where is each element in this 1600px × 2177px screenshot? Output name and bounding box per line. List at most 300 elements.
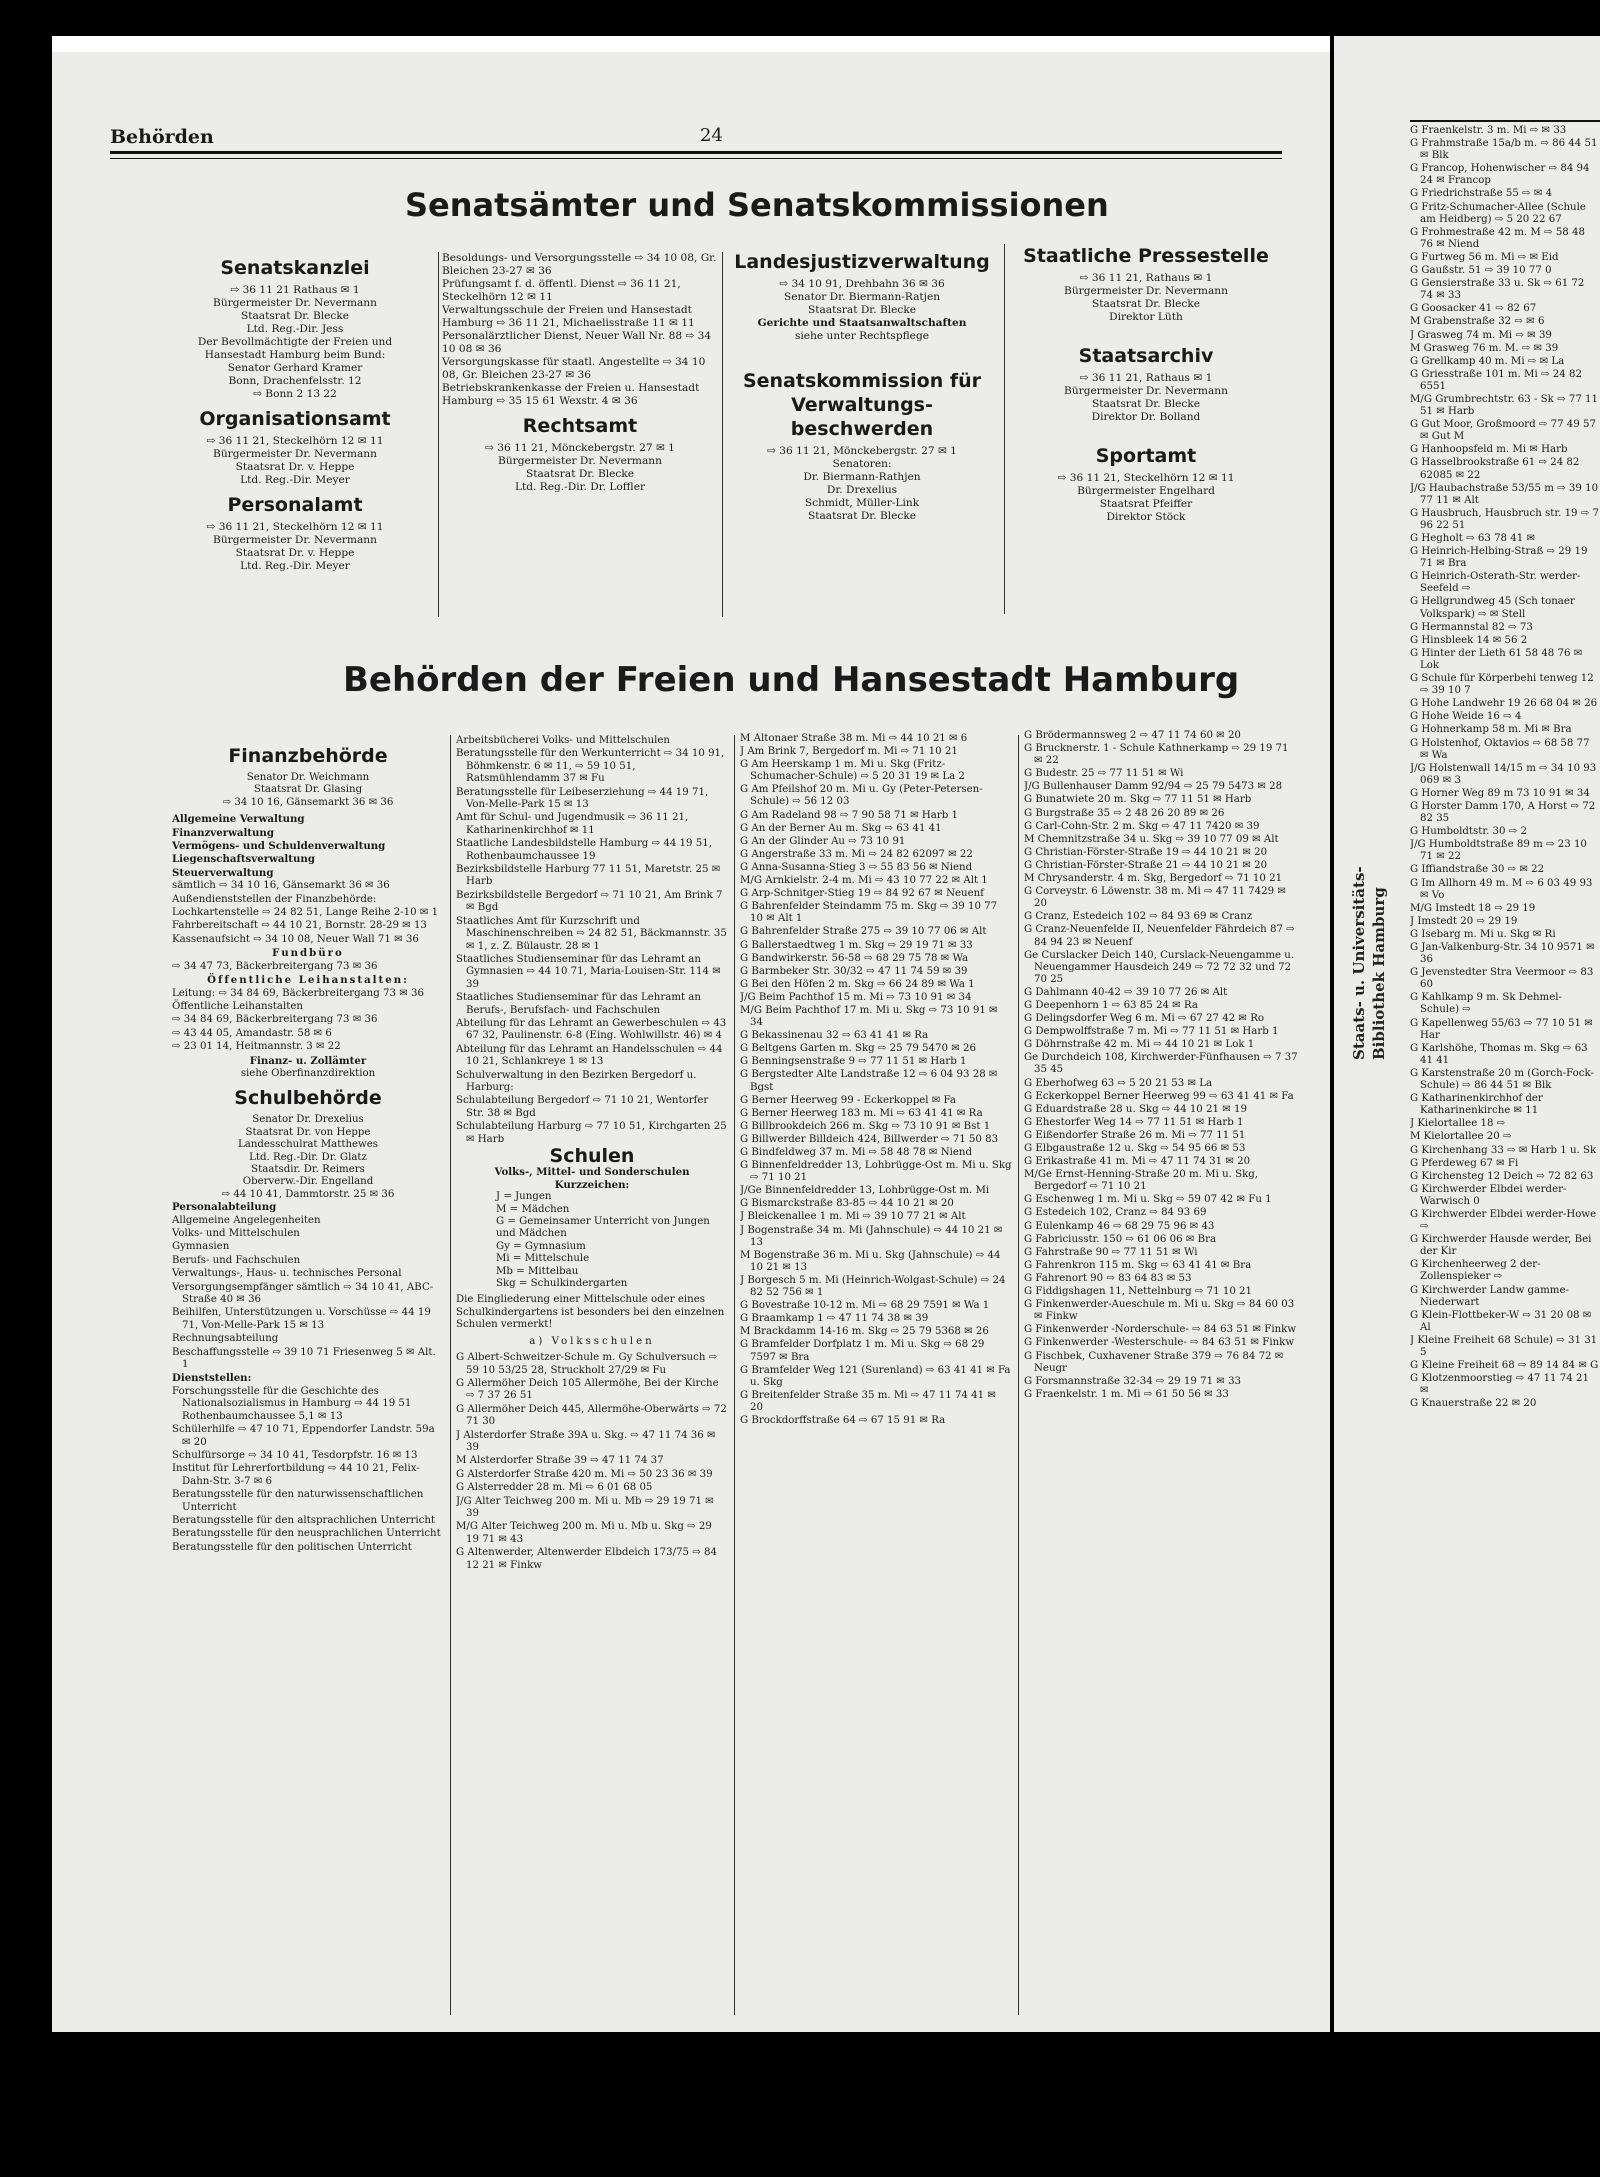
school-entry: G Bismarckstraße 83-85 ⇨ 44 10 21 ✉ 20 <box>740 1198 954 1210</box>
note: Die Eingliederung einer Mittelschule oder eines Schulkindergartens ist besonders bei den einzelnen Schulen vermerkt! <box>456 1294 725 1331</box>
item: Fundbüro <box>272 947 344 960</box>
school-entry: G Fraenkelstr. 1 m. Mi ⇨ 61 50 56 ✉ 33 <box>1024 1388 1229 1400</box>
school-entry: G Ehestorfer Weg 14 ⇨ 77 11 51 ✉ Harb 1 <box>1024 1116 1244 1128</box>
item: ⇨ 23 01 14, Heitmannstr. 3 ✉ 22 <box>172 1041 341 1053</box>
item: Kassenaufsicht ⇨ 34 10 08, Neuer Wall 71 ✉ 36 <box>172 933 419 945</box>
school-entry: G Klotzenmoorstieg ⇨ 47 11 74 21 ✉ <box>1410 1373 1589 1397</box>
school-entry: G Hegholt ⇨ 63 78 41 ✉ <box>1410 533 1536 544</box>
school-entry: G Eulenkamp 46 ⇨ 68 29 75 96 ✉ 43 <box>1024 1220 1215 1232</box>
scan-border-top <box>0 0 1600 36</box>
school-entry: G Christian-Förster-Straße 21 ⇨ 44 10 21 ✉ 20 <box>1024 859 1268 871</box>
school-entry: G Deepenhorn 1 ⇨ 63 85 24 ✉ Ra <box>1024 999 1198 1011</box>
school-entry: G Klein-Flottbeker-W ⇨ 31 20 08 ✉ Al <box>1410 1309 1592 1333</box>
section-title: Landesjustizverwaltung <box>734 251 990 273</box>
school-entry: G Bahrenfelder Straße 275 ⇨ 39 10 77 06 ✉ Alt <box>740 926 987 938</box>
header-rule-thin <box>110 158 1282 159</box>
school-entry: Ge Curslacker Deich 140, Curslack-Neuengamme u. Neuengammer Hausdeich 249 ⇨ 72 72 32 und 72 70 25 <box>1024 949 1295 985</box>
line: ⇨ Bonn 2 13 22 <box>253 388 337 400</box>
section-title: Rechtsamt <box>522 415 638 437</box>
line: ⇨ 36 11 21, Steckelhörn 12 ✉ 11 <box>206 435 384 447</box>
school-entry: J Bleickenallee 1 m. Mi ⇨ 39 10 77 21 ✉ Alt <box>740 1211 966 1223</box>
school-entry: G Eschenweg 1 m. Mi u. Skg ⇨ 59 07 42 ✉ Fu 1 <box>1024 1194 1272 1206</box>
item: Öffentliche Leihanstalten <box>172 1000 303 1012</box>
item: Außendienststellen der Finanzbehörde: <box>172 893 377 905</box>
line: Dr. Biermann-Rathjen <box>803 471 921 483</box>
school-entry: G Kirchenheerweg 2 der-Zollenspieker ⇨ <box>1410 1259 1541 1283</box>
school-entry: G Bramfelder Weg 121 (Surenland) ⇨ 63 41 41 ✉ Fa u. Skg <box>740 1364 1011 1388</box>
line: Staatsdir. Dr. Reimers <box>251 1163 365 1175</box>
school-entry: G Altenwerder, Altenwerder Elbdeich 173/75 ⇨ 84 12 21 ✉ Finkw <box>456 1547 717 1571</box>
school-entry: G Gaußstr. 51 ⇨ 39 10 77 0 <box>1410 265 1552 277</box>
item: Bezirksbildstelle Bergedorf ⇨ 71 10 21, Am Brink 7 ✉ Bgd <box>456 889 723 914</box>
school-entry: J Borgesch 5 m. Mi (Heinrich-Wolgast-Schule) ⇨ 24 82 52 756 ✉ 1 <box>740 1274 1006 1299</box>
school-entry: G Finkenwerder-Aueschule m. Mi u. Skg ⇨ 84 60 03 ✉ Finkw <box>1024 1299 1295 1323</box>
school-entry: J/Ge Binnenfeldredder 13, Lohbrügge-Ost m. Mi <box>740 1185 990 1197</box>
school-entry: J Kielortallee 18 ⇨ <box>1410 1118 1506 1130</box>
item: Staatliches Studienseminar für das Lehramt an Gymnasien ⇨ 44 10 71, Maria-Louisen-Str. 114 ✉ 39 <box>456 953 721 990</box>
column-divider <box>1018 735 1019 2015</box>
school-entry: M Chemnitzstraße 34 u. Skg ⇨ 39 10 77 09 ✉ Alt <box>1024 833 1279 845</box>
item: Beratungsstelle für Leibeserziehung ⇨ 44 19 71, Von-Melle-Park 15 ✉ 13 <box>456 786 709 811</box>
item: Schulverwaltung in den Bezirken Bergedorf u. Harburg: <box>456 1069 697 1093</box>
line: ⇨ 36 11 21, Rathaus ✉ 1 <box>1079 272 1213 284</box>
school-entry: J Am Brink 7, Bergedorf m. Mi ⇨ 71 10 21 <box>740 746 958 758</box>
line: Staatsrat Dr. Blecke <box>807 510 917 522</box>
school-entry: J Imstedt 20 ⇨ 29 19 <box>1410 915 1518 927</box>
school-entry: G Goosacker 41 ⇨ 82 67 <box>1410 303 1537 315</box>
line: Staatsrat Dr. Blecke <box>1091 298 1201 310</box>
school-entry: M Altonaer Straße 38 m. Mi ⇨ 44 10 21 ✉ 6 <box>740 733 968 744</box>
school-entry: G Breitenfelder Straße 35 m. Mi ⇨ 47 11 74 41 ✉ 20 <box>740 1389 996 1413</box>
school-entry: G Döhrnstraße 42 m. Mi ⇨ 44 10 21 ✉ Lok 1 <box>1024 1039 1255 1051</box>
line: ⇨ 36 11 21, Steckelhörn 12 ✉ 11 <box>206 521 384 533</box>
school-entry: G Bandwirkerstr. 56-58 ⇨ 68 29 75 78 ✉ Wa <box>740 952 969 964</box>
line: Ltd. Reg.-Dir. Meyer <box>240 560 350 572</box>
section-title: Staatsarchiv <box>1078 345 1214 367</box>
school-entry: G Finkenwerder -Norderschule- ⇨ 84 63 51 ✉ Finkw <box>1024 1324 1297 1336</box>
school-entry: G Hellgrundweg 45 (Sch tonaer Volkspark) ⇨ ✉ Stell <box>1410 596 1575 620</box>
item: Beratungsstelle für den Werkunterricht ⇨ 34 10 91, Böhmkenstr. 6 ✉ 11, ⇨ 59 10 51, Ratsmühlendamm 37 ✉ Fu <box>456 748 725 785</box>
school-entry: G Allermöher Deich 445, Allermöhe-Oberwärts ⇨ 72 71 30 <box>456 1403 727 1428</box>
school-entry: G An der Berner Au m. Skg ⇨ 63 41 41 <box>740 822 942 834</box>
item: Beschaffungsstelle ⇨ 39 10 71 Friesenweg 5 ✉ Alt. 1 <box>172 1346 436 1371</box>
item: Abteilung für das Lehramt an Gewerbeschulen ⇨ 43 67 32, Paulinenstr. 6-8 (Eing. Wohlwillstr. 46) ✉ 4 <box>456 1017 727 1042</box>
item: Staatliche Landesbildstelle Hamburg ⇨ 44 19 51, Rothenbaumchaussee 19 <box>456 838 712 862</box>
school-entry: G Delingsdorfer Weg 6 m. Mi ⇨ 67 27 42 ✉ Ro <box>1024 1013 1265 1025</box>
school-entry: Ge Durchdeich 108, Kirchwerder-Fünfhausen ⇨ 7 37 35 45 <box>1024 1052 1298 1076</box>
right-page-column <box>1410 120 1600 2020</box>
school-entry: G Holstenhof, Oktavios ⇨ 68 58 77 ✉ Wa <box>1410 737 1590 761</box>
school-entry: G Arp-Schnitger-Stieg 19 ⇨ 84 92 67 ✉ Neuenf <box>740 888 984 900</box>
school-entry: G Bovestraße 10-12 m. Mi ⇨ 68 29 7591 ✉ Wa 1 <box>740 1300 990 1312</box>
school-entry: G Estedeich 102, Cranz ⇨ 84 93 69 <box>1024 1207 1207 1219</box>
section-title: Senatskanzlei <box>220 257 370 279</box>
school-entry: G Heinrich-Osterath-Str. werder-Seefeld ⇨ <box>1410 571 1581 595</box>
school-entry: G Barmbeker Str. 30/32 ⇨ 47 11 74 59 ✉ 39 <box>740 965 968 977</box>
school-entry: G Corveystr. 6 Löwenstr. 38 m. Mi ⇨ 47 11 7429 ✉ 20 <box>1024 886 1286 910</box>
line: Staatsrat Dr. Blecke <box>525 468 635 480</box>
item: Beratungsstelle für den naturwissenschaftlichen Unterricht <box>172 1489 424 1513</box>
school-entry: G Kirchwerder Hausde werder, Bei der Kir <box>1410 1234 1592 1258</box>
school-entry: G Kirchensteg 12 Deich ⇨ 72 82 63 <box>1410 1170 1594 1182</box>
school-entry: G Humboldtstr. 30 ⇨ 2 <box>1410 826 1528 838</box>
school-entry: G Bekassinenau 32 ⇨ 63 41 41 ✉ Ra <box>740 1030 929 1042</box>
school-entry: G Bindfeldweg 37 m. Mi ⇨ 58 48 78 ✉ Niend <box>740 1147 972 1158</box>
school-entry: J/G Haubachstraße 53/55 m ⇨ 39 10 77 11 ✉ Alt <box>1410 482 1599 506</box>
school-entry: G Heinrich-Helbing-Straß ⇨ 29 19 71 ✉ Bra <box>1410 546 1588 570</box>
item: Allgemeine Verwaltung <box>172 813 305 826</box>
item: Öffentliche Leihanstalten: <box>207 974 409 987</box>
school-entry: G Ballerstaedtweg 1 m. Skg ⇨ 29 19 71 ✉ 33 <box>740 939 973 951</box>
line: Bürgermeister Dr. Nevermann <box>1064 285 1228 297</box>
school-entry: G Berner Heerweg 183 m. Mi ⇨ 63 41 41 ✉ Ra <box>740 1107 983 1119</box>
school-entry: G Finkenwerder -Westerschule- ⇨ 84 63 51 ✉ Finkw <box>1024 1337 1295 1349</box>
volksschulen-heading: a) Volksschulen <box>529 1335 655 1347</box>
school-entry: G Bunatwiete 20 m. Skg ⇨ 77 11 51 ✉ Harb <box>1024 794 1252 806</box>
school-entry: G Bergstedter Alte Landstraße 12 ⇨ 6 04 93 28 ✉ Bgst <box>740 1069 998 1093</box>
line: Senator Gerhard Kramer <box>227 362 363 374</box>
section-title: Staatliche Pressestelle <box>1023 245 1269 267</box>
school-entry: G Dempwolffstraße 7 m. Mi ⇨ 77 11 51 ✉ Harb 1 <box>1024 1026 1279 1038</box>
section-title: Schulbehörde <box>234 1087 382 1110</box>
school-entry: G Karstenstraße 20 m (Gorch-Fock-Schule) ⇨ 86 44 51 ✉ Blk <box>1410 1067 1594 1092</box>
title-behoerden-hamburg: Behörden der Freien und Hansestadt Hamburg <box>343 660 1240 700</box>
school-entry: G Gut Moor, Großmoord ⇨ 77 49 57 ✉ Gut M <box>1410 419 1596 443</box>
section-title: Organisationsamt <box>199 408 391 430</box>
item: Amt für Schul- und Jugendmusik ⇨ 36 11 21, Katharinenkirchhof ✉ 11 <box>456 812 689 836</box>
school-entry: G Knauerstraße 22 ✉ 20 <box>1410 1398 1537 1410</box>
hh-col4 <box>1024 730 1298 2025</box>
hh-col3 <box>740 733 1012 2025</box>
school-entry: G Iffiandstraße 30 ⇨ ✉ 22 <box>1410 864 1545 876</box>
school-entry: G Anna-Susanna-Stieg 3 ⇨ 55 83 56 ✉ Niend <box>740 861 973 873</box>
senat-col1 <box>160 250 430 620</box>
item: Berufs- und Fachschulen <box>172 1254 301 1266</box>
school-entry: G Griesstraße 101 m. Mi ⇨ 24 82 6551 <box>1410 368 1582 392</box>
line: ⇨ 36 11 21, Steckelhörn 12 ✉ 11 <box>1057 472 1235 484</box>
school-entry: G Hohe Landwehr 19 26 68 04 ✉ 26 <box>1410 698 1598 710</box>
hh-col1 <box>172 738 444 2023</box>
item: Fahrbereitschaft ⇨ 44 10 21, Bornstr. 28-29 ✉ 13 <box>172 920 427 932</box>
line: ⇨ 34 10 91, Drehbahn 36 ✉ 36 <box>779 278 945 290</box>
school-entry: G Horner Weg 89 m 73 10 91 ✉ 34 <box>1410 787 1590 799</box>
line: Staatsrat Dr. Blecke <box>240 310 350 322</box>
senat-col2 <box>442 252 718 622</box>
title-senatsaemter: Senatsämter und Senatskommissionen <box>405 186 1109 224</box>
line: Ltd. Reg.-Dir. Dr. Loffler <box>514 481 646 493</box>
line: ⇨ 36 11 21, Mönckebergstr. 27 ✉ 1 <box>485 442 675 454</box>
item: Arbeitsbücherei Volks- und Mittelschulen <box>456 735 670 746</box>
line: Bonn, Drachenfelsstr. 12 <box>228 375 362 387</box>
line: Bürgermeister Dr. Nevermann <box>213 534 377 546</box>
abbreviation: Skg = Schulkindergarten <box>496 1278 628 1290</box>
school-entry: G Im Allhorn 49 m. M ⇨ 6 03 49 93 ✉ Vo <box>1410 877 1593 901</box>
item: sämtlich ⇨ 34 10 16, Gänsemarkt 36 ✉ 36 <box>172 880 390 892</box>
school-entry: G Am Heerskamp 1 m. Mi u. Skg (Fritz-Schumacher-Schule) ⇨ 5 20 31 19 ✉ La 2 <box>740 759 965 783</box>
school-entry: G Fischbek, Cuxhavener Straße 379 ⇨ 76 84 72 ✉ Neugr <box>1024 1350 1284 1374</box>
item: Bezirksbildstelle Harburg 77 11 51, Maretstr. 25 ✉ Harb <box>456 864 721 888</box>
line: ⇨ 44 10 41, Dammtorstr. 25 ✉ 36 <box>221 1188 395 1200</box>
school-entry: G Fahrenort 90 ⇨ 83 64 83 ✉ 53 <box>1024 1272 1192 1284</box>
item: Personalabteilung <box>172 1201 277 1214</box>
abbreviation: G = Gemeinsamer Unterricht von Jungen und Mädchen <box>496 1216 710 1240</box>
school-entry: G Hohnerkamp 58 m. Mi ✉ Bra <box>1410 724 1572 736</box>
school-entry: G Eberhofweg 63 ⇨ 5 20 21 53 ✉ La <box>1024 1077 1213 1089</box>
kurz-heading: Kurzzeichen: <box>554 1178 630 1191</box>
line: Bürgermeister Engelhard <box>1077 485 1215 497</box>
line: Staatsrat Dr. Glasing <box>253 784 363 796</box>
school-entry: J Kleine Freiheit 68 Schule) ⇨ 31 31 5 <box>1410 1334 1598 1358</box>
school-entry: J/G Humboldtstraße 89 m ⇨ 23 10 71 ✉ 22 <box>1410 839 1587 863</box>
school-entry: G Francop, Hohenwischer ⇨ 84 94 24 ✉ Francop <box>1410 163 1590 187</box>
header-rule <box>110 151 1282 154</box>
item: Liegenschaftsverwaltung <box>172 853 315 866</box>
line: Ltd. Reg.-Dir. Meyer <box>240 474 350 486</box>
line: ⇨ 34 10 16, Gänsemarkt 36 ✉ 36 <box>222 796 394 808</box>
line: Gerichte und Staatsanwaltschaften <box>757 317 967 329</box>
school-entry: M Alsterdorfer Straße 39 ⇨ 47 11 74 37 <box>456 1455 664 1467</box>
senat-col3 <box>726 244 998 624</box>
school-entry: G Carl-Cohn-Str. 2 m. Skg ⇨ 47 11 7420 ✉ 39 <box>1024 820 1260 832</box>
line: Verwaltungsschule der Freien und Hansestadt Hamburg ⇨ 36 11 21, Michaelisstraße 11 ✉ 11 <box>442 304 695 329</box>
school-entry: G Hohe Weide 16 ⇨ 4 <box>1410 711 1522 723</box>
scan-border-bottom <box>0 2032 1600 2177</box>
line: Direktor Lüth <box>1109 311 1183 323</box>
line: Bürgermeister Dr. Nevermann <box>498 455 662 467</box>
school-entry: G Hinsbleek 14 ✉ 56 2 <box>1410 634 1528 646</box>
section-title: Sportamt <box>1095 445 1197 467</box>
page-number: 24 <box>700 125 723 146</box>
school-entry: M Kielortallee 20 ⇨ <box>1410 1131 1512 1143</box>
item: siehe Oberfinanzdirektion <box>240 1067 376 1079</box>
line: Bürgermeister Dr. Nevermann <box>1064 385 1228 397</box>
line: Staatsrat Dr. Blecke <box>807 304 917 316</box>
item: ⇨ 43 44 05, Amandastr. 58 ✉ 6 <box>172 1027 332 1039</box>
school-entry: G Bahrenfelder Steindamm 75 m. Skg ⇨ 39 10 77 10 ✉ Alt 1 <box>740 901 998 925</box>
line: ⇨ 36 11 21 Rathaus ✉ 1 <box>230 284 360 296</box>
school-entry: G Cranz-Neuenfelde II, Neuenfelder Fährdeich 87 ⇨ 84 94 23 ✉ Neuenf <box>1024 924 1295 948</box>
school-entry: G Hasselbrookstraße 61 ⇨ 24 82 62085 ✉ 22 <box>1410 457 1580 481</box>
school-entry: G Dahlmann 40-42 ⇨ 39 10 77 26 ✉ Alt <box>1024 986 1228 998</box>
school-entry: M Chrysanderstr. 4 m. Skg, Bergedorf ⇨ 71 10 21 <box>1024 873 1283 885</box>
school-entry: G Hermannstal 82 ⇨ 73 <box>1410 621 1533 633</box>
line: Senator Dr. Drexelius <box>252 1114 364 1126</box>
item: Dienststellen: <box>172 1372 252 1385</box>
item: Schulabteilung Bergedorf ⇨ 71 10 21, Wentorfer Str. 38 ✉ Bgd <box>456 1095 709 1119</box>
item: Beihilfen, Unterstützungen u. Vorschüsse ⇨ 44 19 71, Von-Melle-Park 15 ✉ 13 <box>172 1307 431 1331</box>
school-entry: G Elbgaustraße 12 u. Skg ⇨ 54 95 66 ✉ 53 <box>1024 1143 1246 1154</box>
item: Lochkartenstelle ⇨ 24 82 51, Lange Reihe 2-10 ✉ 1 <box>172 907 439 919</box>
section-title: Finanzbehörde <box>228 745 388 767</box>
school-entry: G Forsmannstraße 32-34 ⇨ 29 19 71 ✉ 33 <box>1024 1375 1242 1387</box>
item: Versorgungsempfänger sämtlich ⇨ 34 10 41, ABC-Straße 40 ✉ 36 <box>172 1281 434 1306</box>
school-entry: G Alsterdorfer Straße 420 m. Mi ⇨ 50 23 36 ✉ 39 <box>456 1468 713 1480</box>
item: Forschungsstelle für die Geschichte des Nationalsozialismus in Hamburg ⇨ 44 19 51 Rothenbaumchaussee 5,1 ✉ 13 <box>172 1385 412 1422</box>
school-entry: G Kahlkamp 9 m. Sk Dehmel-Schule) ⇨ <box>1410 992 1562 1016</box>
line: Landesschulrat Matthewes <box>237 1139 379 1151</box>
line: Senator Dr. Biermann-Ratjen <box>783 291 941 303</box>
column-divider <box>438 252 439 617</box>
school-entry: G Angerstraße 33 m. Mi ⇨ 24 82 62097 ✉ 22 <box>740 848 973 860</box>
school-entry: M Brackdamm 14-16 m. Skg ⇨ 25 79 5368 ✉ 26 <box>740 1326 989 1338</box>
school-entry: G Brucknerstr. 1 - Schule Kathnerkamp ⇨ 29 19 71 ✉ 22 <box>1024 743 1289 767</box>
school-entry: G Eckerkoppel Berner Heerweg 99 ⇨ 63 41 41 ✉ Fa <box>1024 1090 1294 1102</box>
line: Besoldungs- und Versorgungsstelle ⇨ 34 10 08, Gr. Bleichen 23-27 ✉ 36 <box>442 252 717 277</box>
school-entry: G Kirchwerder Landw gamme-Niederwart <box>1410 1284 1569 1308</box>
school-entry: G Erikastraße 41 m. Mi ⇨ 47 11 74 31 ✉ 20 <box>1024 1156 1251 1168</box>
section-title: Personalamt <box>227 494 363 516</box>
item: Schulfürsorge ⇨ 34 10 41, Tesdorpfstr. 16 ✉ 13 <box>172 1449 418 1461</box>
school-entry: G Am Pfeilshof 20 m. Mi u. Gy (Peter-Petersen-Schule) ⇨ 56 12 03 <box>740 784 983 808</box>
school-entry: J Grasweg 74 m. Mi ⇨ ✉ 39 <box>1410 329 1552 341</box>
hh-col2 <box>456 735 728 2025</box>
school-entry: G Fahrenkron 115 m. Skg ⇨ 63 41 41 ✉ Bra <box>1024 1259 1252 1271</box>
school-entry: G Berner Heerweg 99 - Eckerkoppel ✉ Fa <box>740 1094 956 1106</box>
item: Leitung: ⇨ 34 84 69, Bäckerbreitergang 73 ✉ 36 <box>172 987 424 999</box>
school-entry: J/G Beim Pachthof 15 m. Mi ⇨ 73 10 91 ✉ 34 <box>740 991 972 1003</box>
line: Senatoren: <box>832 458 892 470</box>
line: Der Bevollmächtigte der Freien und <box>197 336 393 348</box>
section-title: Senatskommission für Verwaltungs-beschwerden <box>742 370 982 440</box>
line: Personalärztlicher Dienst, Neuer Wall Nr. 88 ⇨ 34 10 08 ✉ 36 <box>442 330 712 355</box>
line: Bürgermeister Dr. Nevermann <box>213 297 377 309</box>
school-entry: M Grasweg 76 m. M. ⇨ ✉ 39 <box>1410 342 1559 354</box>
section-body <box>160 284 430 401</box>
line: Prüfungsamt f. d. öffentl. Dienst ⇨ 36 11 21, Steckelhörn 12 ✉ 11 <box>442 278 681 303</box>
school-entry: M Grabenstraße 32 ⇨ ✉ 6 <box>1410 316 1545 328</box>
school-entry: G Gensierstraße 33 u. Sk ⇨ 61 72 74 ✉ 33 <box>1410 278 1585 302</box>
column-divider <box>722 252 723 617</box>
school-entry: G Bramfelder Dorfplatz 1 m. Mi u. Skg ⇨ 68 29 7597 ✉ Bra <box>740 1339 985 1363</box>
item: ⇨ 34 47 73, Bäckerbreitergang 73 ✉ 36 <box>172 960 378 972</box>
line: Staatsrat Dr. Blecke <box>1091 398 1201 410</box>
stamp-line: Staats- u. Universitäts- <box>1350 866 1368 1060</box>
school-entry: G Brödermannsweg 2 ⇨ 47 11 74 60 ✉ 20 <box>1024 730 1241 741</box>
item: Abteilung für das Lehramt an Handelsschulen ⇨ 44 10 21, Schlankreye 1 ✉ 13 <box>456 1043 723 1068</box>
school-entry: G Fahrstraße 90 ⇨ 77 11 51 ✉ Wi <box>1024 1246 1198 1258</box>
school-entry: G Braamkamp 1 ⇨ 47 11 74 38 ✉ 39 <box>740 1313 929 1325</box>
item: Beratungsstelle für den politischen Unterricht <box>172 1541 412 1553</box>
item: Finanz- u. Zollämter <box>249 1054 367 1067</box>
school-entry: G Brockdorffstraße 64 ⇨ 67 15 91 ✉ Ra <box>740 1414 946 1426</box>
line: Ltd. Reg.-Dir. Dr. Glatz <box>249 1151 367 1163</box>
school-entry: G Kirchwerder Elbdei werder-Howe ⇨ <box>1410 1208 1597 1233</box>
school-entry: M/G Grumbrechtstr. 63 - Sk ⇨ 77 11 51 ✉ Harb <box>1410 393 1599 418</box>
item: Staatliches Amt für Kurzschrift und Maschinenschreiben ⇨ 24 82 51, Bäckmannstr. 35 ✉ 1, z. Z. Bülaustr. 28 ✉ 1 <box>456 915 727 952</box>
school-entry: G Fabriciusstr. 150 ⇨ 61 06 06 ✉ Bra <box>1024 1233 1217 1245</box>
school-entry: G Kleine Freiheit 68 ⇨ 89 14 84 ✉ G <box>1410 1360 1599 1372</box>
school-entry: J/G Holstenwall 14/15 m ⇨ 34 10 93 069 ✉ 3 <box>1410 762 1597 786</box>
column-divider <box>1004 244 1005 614</box>
line: siehe unter Rechtspflege <box>794 330 930 342</box>
school-entry: G Albert-Schweitzer-Schule m. Gy Schulversuch ⇨ 59 10 53/25 28, Struckholt 27/29 ✉ Fu <box>456 1352 718 1376</box>
line: Dr. Drexelius <box>826 484 898 496</box>
school-entry: G Kapellenweg 55/63 ⇨ 77 10 51 ✉ Har <box>1410 1017 1593 1041</box>
school-entry: J/G Alter Teichweg 200 m. Mi u. Mb ⇨ 29 19 71 ✉ 39 <box>456 1495 714 1519</box>
item: ⇨ 34 84 69, Bäckerbreitergang 73 ✉ 36 <box>172 1014 378 1026</box>
school-entry: G Katharinenkirchhof der Katharinenkirche ✉ 11 <box>1410 1093 1543 1117</box>
school-entry: G Hausbruch, Hausbruch str. 19 ⇨ 7 96 22 51 <box>1410 507 1600 531</box>
line: Schmidt, Müller-Link <box>804 497 920 509</box>
abbreviation: Mi = Mittelschule <box>496 1253 590 1265</box>
school-entry: G Isebarg m. Mi u. Skg ✉ Ri <box>1410 928 1556 940</box>
school-entry: G Karlshöhe, Thomas m. Skg ⇨ 63 41 41 <box>1410 1042 1588 1066</box>
school-entry: G Budestr. 25 ⇨ 77 11 51 ✉ Wi <box>1024 768 1184 780</box>
school-entry: M/G Beim Pachthof 17 m. Mi u. Skg ⇨ 73 10 91 ✉ 34 <box>740 1004 998 1029</box>
line: Staatsrat Dr. v. Heppe <box>235 461 355 473</box>
line: ⇨ 36 11 21, Mönckebergstr. 27 ✉ 1 <box>767 445 957 457</box>
school-entry: G Grellkamp 40 m. Mi ⇨ ✉ La <box>1410 355 1565 367</box>
school-entry: G Am Radeland 98 ⇨ 7 90 58 71 ✉ Harb 1 <box>740 809 958 821</box>
item: Verwaltungs-, Haus- u. technisches Personal <box>172 1268 402 1280</box>
school-entry: G Kirchwerder Elbdei werder-Warwisch 0 <box>1410 1183 1567 1207</box>
line: Senator Dr. Weichmann <box>246 772 370 783</box>
school-entry: G Fiddigshagen 11, Nettelnburg ⇨ 71 10 21 <box>1024 1286 1253 1298</box>
school-entry: G Pferdeweg 67 ✉ Fi <box>1410 1157 1519 1169</box>
schulen-subheading: Volks-, Mittel- und Sonderschulen <box>494 1166 690 1179</box>
item: Schulabteilung Harburg ⇨ 77 10 51, Kirchgarten 25 ✉ Harb <box>456 1121 727 1145</box>
school-entry: G Cranz, Estedeich 102 ⇨ 84 93 69 ✉ Cranz <box>1024 911 1253 923</box>
school-entry: J/G Bullenhauser Damm 92/94 ⇨ 25 79 5473 ✉ 28 <box>1024 781 1283 793</box>
school-entry: G An der Glinder Au ⇨ 73 10 91 <box>740 835 906 847</box>
line: Versorgungskasse für staatl. Angestellte ⇨ 34 10 08, Gr. Bleichen 23-27 ✉ 36 <box>442 356 706 381</box>
scan-border-left <box>0 0 52 2177</box>
school-entry: G Jan-Valkenburg-Str. 34 10 9571 ✉ 36 <box>1410 942 1595 966</box>
line: Hansestadt Hamburg beim Bund: <box>204 349 386 361</box>
school-entry: G Hinter der Lieth 61 58 48 76 ✉ Lok <box>1410 647 1583 671</box>
school-entry: G Horster Damm 170, A Horst ⇨ 72 82 35 <box>1410 800 1596 825</box>
school-entry: G Burgstraße 35 ⇨ 2 48 26 20 89 ✉ 26 <box>1024 807 1225 819</box>
abbreviation: J = Jungen <box>496 1191 552 1203</box>
school-entry: G Christian-Förster-Straße 19 ⇨ 44 10 21 ✉ 20 <box>1024 846 1268 858</box>
school-entry: G Bei den Höfen 2 m. Skg ⇨ 66 24 89 ✉ Wa 1 <box>740 978 975 990</box>
stamp-line: Bibliothek Hamburg <box>1370 887 1388 1060</box>
school-entry: G Eißendorfer Straße 26 m. Mi ⇨ 77 11 51 <box>1024 1129 1246 1141</box>
line: Staatsrat Dr. von Heppe <box>245 1126 371 1138</box>
column-divider <box>734 735 735 2015</box>
school-entry: M/G Imstedt 18 ⇨ 29 19 <box>1410 902 1536 914</box>
school-entry: M/G Alter Teichweg 200 m. Mi u. Mb u. Skg ⇨ 29 19 71 ✉ 43 <box>456 1521 712 1545</box>
header-section: Behörden <box>110 126 214 148</box>
school-entry: M/Ge Ernst-Henning-Straße 20 m. Mi u. Skg, Bergedorf ⇨ 71 10 21 <box>1024 1169 1259 1193</box>
school-entry: G Kirchenhang 33 ⇨ ✉ Harb 1 u. Sk <box>1410 1144 1597 1156</box>
line: Direktor Dr. Bolland <box>1091 411 1201 423</box>
school-entry: G Alsterredder 28 m. Mi ⇨ 6 01 68 05 <box>456 1482 653 1494</box>
school-entry: G Schule für Körperbehi tenweg 12 ⇨ 39 10 7 <box>1410 673 1594 697</box>
item: Allgemeine Angelegenheiten <box>172 1214 321 1226</box>
item: Institut für Lehrerfortbildung ⇨ 44 10 21, Felix-Dahn-Str. 3-7 ✉ 6 <box>172 1463 420 1487</box>
item: Volks- und Mittelschulen <box>172 1228 300 1239</box>
schulen-heading: Schulen <box>549 1145 635 1167</box>
school-entry: G Frohmestraße 42 m. M ⇨ 58 48 76 ✉ Niend <box>1410 226 1585 250</box>
school-entry: G Frahmstraße 15a/b m. ⇨ 86 44 51 ✉ Blk <box>1410 138 1598 162</box>
item: Beratungsstelle für den altsprachlichen Unterricht <box>172 1514 435 1526</box>
school-entry: J Bogenstraße 34 m. Mi (Jahnschule) ⇨ 44 10 21 ✉ 13 <box>740 1224 1003 1248</box>
abbreviation: Gy = Gymnasium <box>496 1240 586 1252</box>
school-entry: G Furtweg 56 m. Mi ⇨ ✉ Eid <box>1410 251 1559 263</box>
line: Ltd. Reg.-Dir. Jess <box>246 323 344 335</box>
item: Rechnungsabteilung <box>172 1333 279 1345</box>
school-entry: G Benningsenstraße 9 ⇨ 77 11 51 ✉ Harb 1 <box>740 1056 967 1068</box>
line: Bürgermeister Dr. Nevermann <box>213 448 377 460</box>
item: Schülerhilfe ⇨ 47 10 71, Eppendorfer Landstr. 59a ✉ 20 <box>172 1424 435 1448</box>
line: Staatsrat Pfeiffer <box>1099 498 1193 510</box>
column-divider <box>450 735 451 2015</box>
line: Betriebskrankenkasse der Freien u. Hansestadt Hamburg ⇨ 35 15 61 Wexstr. 4 ✉ 36 <box>442 382 700 407</box>
abbreviation: M = Mädchen <box>496 1203 570 1215</box>
school-entry: G Fraenkelstr. 3 m. Mi ⇨ ✉ 33 <box>1410 125 1567 136</box>
school-entry: G Eduardstraße 28 u. Skg ⇨ 44 10 21 ✉ 19 <box>1024 1103 1247 1115</box>
